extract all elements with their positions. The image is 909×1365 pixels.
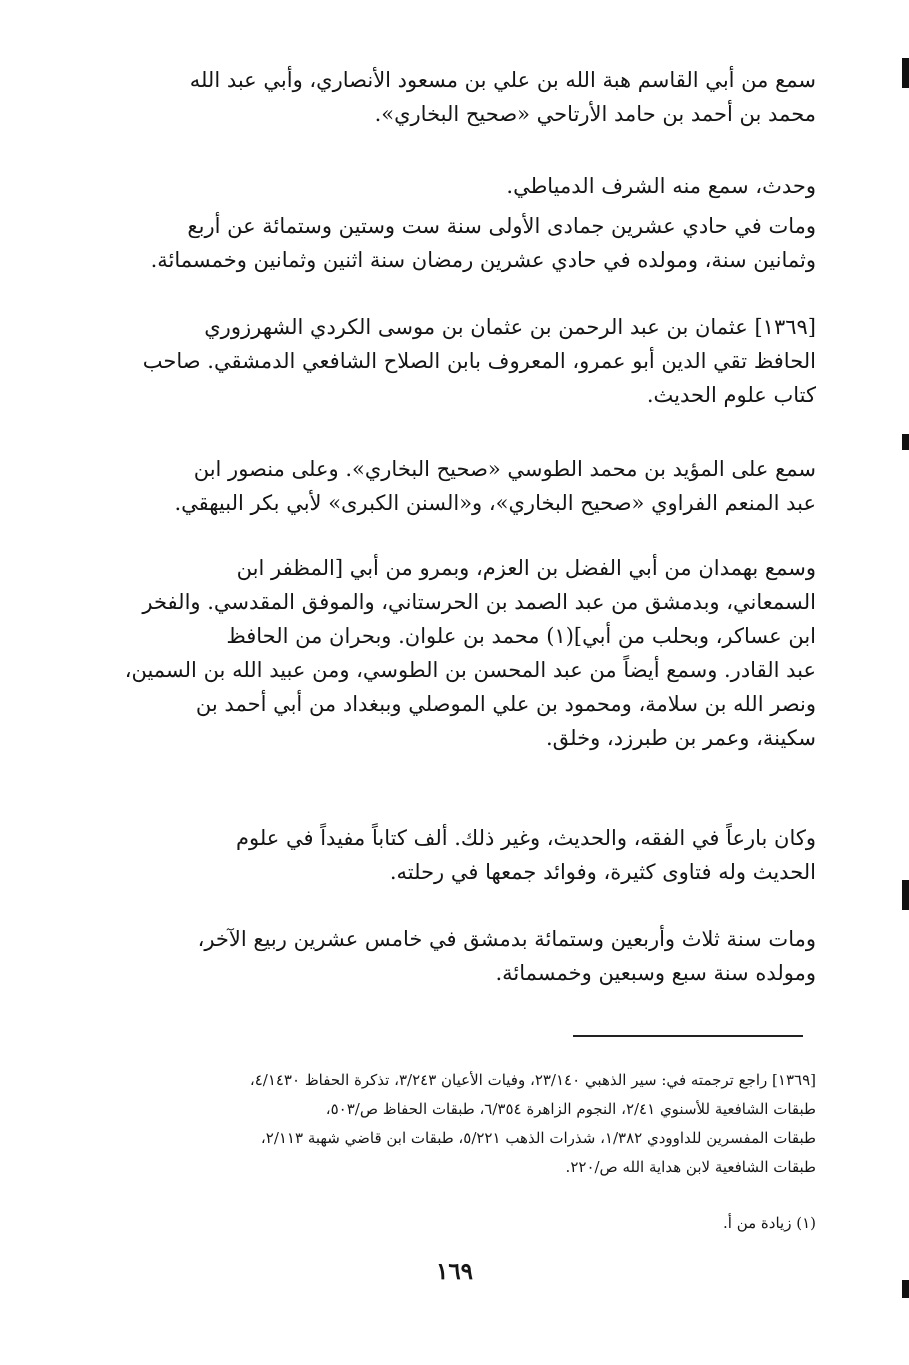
text-line: الحديث وله فتاوى كثيرة، وفوائد جمعها في رحلته. xyxy=(389,860,816,884)
text-line: السمعاني، وبدمشق من عبد الصمد بن الحرستاني، والموفق المقدسي. والفخر xyxy=(142,590,816,614)
paragraph-teachers xyxy=(86,551,816,755)
footnote-line: [١٣٦٩] راجع ترجمته في: سير الذهبي ٢٣/١٤٠، وفيات الأعيان ٣/٢٤٣، تذكرة الحفاظ ٤/١٤٣٠، xyxy=(249,1071,816,1089)
text-line: ومولده سنة سبع وسبعين وخمسمائة. xyxy=(495,961,816,985)
paragraph-scholarship xyxy=(86,821,816,889)
text-line: عبد المنعم الفراوي «صحيح البخاري»، و«السنن الكبرى» لأبي بكر البيهقي. xyxy=(174,491,816,515)
text-line: ابن عساكر، وبحلب من أبي](١) محمد بن علوان. وبحران من الحافظ xyxy=(226,624,816,648)
footnote-separator xyxy=(573,1035,803,1037)
text-line: ومات سنة ثلاث وأربعين وستمائة بدمشق في خامس عشرين ربيع الآخر، xyxy=(197,927,816,951)
text-line: وحدث، سمع منه الشرف الدمياطي. xyxy=(506,174,816,198)
text-line: وكان بارعاً في الفقه، والحديث، وغير ذلك. ألف كتاباً مفيداً في علوم xyxy=(235,826,816,850)
footnote-line: (١) زيادة من أ. xyxy=(723,1214,816,1232)
text-line: وسمع بهمدان من أبي الفضل بن العزم، وبمرو من أبي [المظفر ابن xyxy=(236,556,816,580)
footnote-line: طبقات الشافعية لابن هداية الله ص/٢٢٠. xyxy=(565,1158,816,1176)
margin-binding-mark xyxy=(902,1280,909,1298)
text-line: ونصر الله بن سلامة، ومحمود بن علي الموصلي وببغداد من أبي أحمد بن xyxy=(195,692,816,716)
margin-binding-mark xyxy=(902,434,909,450)
footnote-biography-sources xyxy=(86,1066,816,1182)
paragraph-samia-min-abi-al-qasim xyxy=(86,63,816,131)
margin-binding-mark xyxy=(902,58,909,88)
page-number: ١٦٩ xyxy=(435,1258,474,1285)
text-line: ومات في حادي عشرين جمادى الأولى سنة ست وستين وستمائة عن أربع xyxy=(187,214,816,238)
text-line: كتاب علوم الحديث. xyxy=(646,383,816,407)
text-line: [١٣٦٩] عثمان بن عبد الرحمن بن عثمان بن موسى الكردي الشهرزوري xyxy=(204,315,816,339)
paragraph-death-and-birth xyxy=(86,922,816,990)
footnote-line: طبقات الشافعية للأسنوي ٢/٤١، النجوم الزاهرة ٦/٣٥٤، طبقات الحفاظ ص/٥٠٣، xyxy=(325,1100,816,1118)
text-line: سكينة، وعمر بن طبرزد، وخلق. xyxy=(545,726,816,750)
text-line: وثمانين سنة، ومولده في حادي عشرين رمضان سنة اثنين وثمانين وخمسمائة. xyxy=(150,248,816,272)
paragraph-death-date xyxy=(86,209,816,277)
text-line: سمع من أبي القاسم هبة الله بن علي بن مسعود الأنصاري، وأبي عبد الله xyxy=(189,68,816,92)
text-line: محمد بن أحمد بن حامد الأرتاحي «صحيح البخاري». xyxy=(374,102,816,126)
footnote-1 xyxy=(86,1209,816,1238)
paragraph-samia-ala-al-muayyad xyxy=(86,452,816,520)
paragraph-haddatha xyxy=(86,169,816,203)
entry-1369-heading xyxy=(86,310,816,412)
footnote-line: طبقات المفسرين للداوودي ١/٣٨٢، شذرات الذهب ٥/٢٢١، طبقات ابن قاضي شهبة ٢/١١٣، xyxy=(260,1129,816,1147)
margin-binding-mark xyxy=(902,880,909,910)
text-line: عبد القادر. وسمع أيضاً من عبد المحسن بن الطوسي، ومن عبيد الله بن السمين، xyxy=(124,658,816,682)
text-line: سمع على المؤيد بن محمد الطوسي «صحيح البخاري». وعلى منصور ابن xyxy=(193,457,816,481)
text-line: الحافظ تقي الدين أبو عمرو، المعروف بابن الصلاح الشافعي الدمشقي. صاحب xyxy=(142,349,816,373)
